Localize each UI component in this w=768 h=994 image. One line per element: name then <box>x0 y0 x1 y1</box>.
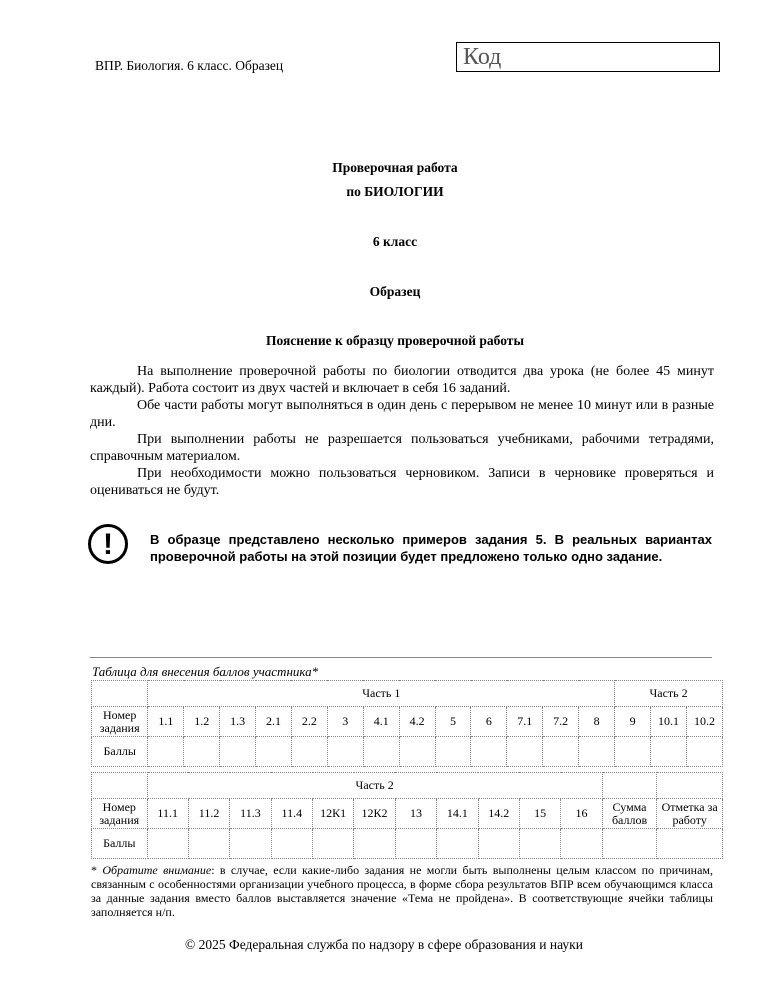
empty-cell <box>92 773 148 799</box>
score-cell[interactable] <box>291 737 327 767</box>
part1-header: Часть 1 <box>148 681 615 707</box>
score-cell[interactable] <box>471 737 507 767</box>
paragraph: На выполнение проверочной работы по биологии отводится два урока (не более 45 минут каждый). Работа состоит из двух частей и включает в себя 16 заданий. <box>90 364 714 396</box>
task-number: 2.1 <box>256 707 292 737</box>
empty-cell <box>602 773 657 799</box>
score-cell[interactable] <box>230 829 271 859</box>
table-row <box>92 737 723 767</box>
footnote <box>91 863 713 919</box>
score-cell[interactable] <box>437 829 478 859</box>
divider <box>90 657 712 658</box>
score-cell[interactable] <box>435 737 471 767</box>
task-number: 10.1 <box>651 707 687 737</box>
score-cell[interactable] <box>327 737 363 767</box>
sum-cell[interactable] <box>602 829 657 859</box>
task-number: 10.2 <box>686 707 722 737</box>
task-number: 2.2 <box>291 707 327 737</box>
score-cell[interactable] <box>399 737 435 767</box>
task-number: 12К1 <box>313 799 354 829</box>
score-cell[interactable] <box>147 829 188 859</box>
score-table-part2 <box>91 772 723 859</box>
row-label-points: Баллы <box>92 737 148 767</box>
doc-grade: 6 класс <box>372 234 418 249</box>
task-number: 6 <box>471 707 507 737</box>
score-cell[interactable] <box>478 829 519 859</box>
score-cell[interactable] <box>519 829 560 859</box>
task-number: 15 <box>519 799 560 829</box>
code-label: Код <box>463 44 502 70</box>
score-cell[interactable] <box>363 737 399 767</box>
explanation-heading: Пояснение к образцу проверочной работы <box>266 333 524 348</box>
row-label-points: Баллы <box>92 829 148 859</box>
footnote-star: * <box>91 863 97 877</box>
row-label-number: Номер задания <box>92 799 148 829</box>
task-number: 4.1 <box>363 707 399 737</box>
code-field[interactable] <box>456 42 720 72</box>
score-cell[interactable] <box>148 737 184 767</box>
score-cell[interactable] <box>686 737 722 767</box>
task-number: 14.1 <box>437 799 478 829</box>
table-caption: Таблица для внесения баллов участника* <box>92 664 319 679</box>
grade-cell[interactable] <box>657 829 723 859</box>
task-number: 11.4 <box>271 799 312 829</box>
task-number: 1.1 <box>148 707 184 737</box>
task-number: 1.3 <box>220 707 256 737</box>
copyright: © 2025 Федеральная служба по надзору в сфере образования и науки <box>185 937 583 952</box>
doc-variant: Образец <box>369 284 421 299</box>
part2-header: Часть 2 <box>147 773 602 799</box>
explanation-text <box>90 363 714 499</box>
footnote-text: : в случае, если какие-либо задания не могли быть выполнены целым классом по причинам, связанным с особенностями организации учебного процесса, в форме сбора результатов ВПР всем обучающимся класса за данные задания вместо баллов выставляется значение «Тема не пройдена». В соответствующие ячейки таблицы заполняется н/п. <box>91 863 713 919</box>
score-cell[interactable] <box>184 737 220 767</box>
empty-cell <box>92 681 148 707</box>
footnote-attention: Обратите внимание <box>102 863 212 877</box>
paragraph: При выполнении работы не разрешается пользоваться учебниками, рабочими тетрадями, справочным материалом. <box>90 432 714 464</box>
empty-cell <box>657 773 723 799</box>
row-label-number: Номер задания <box>92 707 148 737</box>
score-cell[interactable] <box>271 829 312 859</box>
table-row <box>92 799 723 829</box>
score-cell[interactable] <box>220 737 256 767</box>
warning-text: В образце представлено несколько примеров задания 5. В реальных вариантах проверочной работы на этой позиции будет предложено только одно задание. <box>150 532 712 564</box>
task-number: 8 <box>579 707 615 737</box>
score-cell[interactable] <box>354 829 395 859</box>
task-number: 7.1 <box>507 707 543 737</box>
score-table-part1 <box>91 680 723 767</box>
task-number: 14.2 <box>478 799 519 829</box>
task-number: 7.2 <box>543 707 579 737</box>
task-number: 11.3 <box>230 799 271 829</box>
paragraph: Обе части работы могут выполняться в один день с перерывом не менее 10 минут или в разные дни. <box>90 398 714 430</box>
task-number: 12К2 <box>354 799 395 829</box>
task-number: 11.1 <box>147 799 188 829</box>
exclamation-icon: ! <box>88 524 128 564</box>
task-number: 9 <box>615 707 651 737</box>
task-number: 4.2 <box>399 707 435 737</box>
task-number: 11.2 <box>188 799 229 829</box>
table-row <box>92 829 723 859</box>
header-title: ВПР. Биология. 6 класс. Образец <box>95 58 284 73</box>
score-cell[interactable] <box>651 737 687 767</box>
task-number: 3 <box>327 707 363 737</box>
score-cell[interactable] <box>313 829 354 859</box>
doc-title-line2: по БИОЛОГИИ <box>346 184 444 199</box>
score-cell[interactable] <box>507 737 543 767</box>
score-cell[interactable] <box>615 737 651 767</box>
score-cell[interactable] <box>395 829 436 859</box>
score-cell[interactable] <box>256 737 292 767</box>
task-number: 5 <box>435 707 471 737</box>
task-number: 1.2 <box>184 707 220 737</box>
part2-header: Часть 2 <box>615 681 723 707</box>
score-cell[interactable] <box>579 737 615 767</box>
paragraph: При необходимости можно пользоваться черновиком. Записи в черновике проверяться и оцениваться не будут. <box>90 466 714 498</box>
score-cell[interactable] <box>543 737 579 767</box>
doc-title-line1: Проверочная работа <box>332 160 458 175</box>
task-number: 16 <box>561 799 603 829</box>
score-cell[interactable] <box>561 829 603 859</box>
table-row <box>92 707 723 737</box>
task-number: 13 <box>395 799 436 829</box>
grade-label: Отметка за работу <box>657 799 723 829</box>
sum-label: Сумма баллов <box>602 799 657 829</box>
score-cell[interactable] <box>188 829 229 859</box>
